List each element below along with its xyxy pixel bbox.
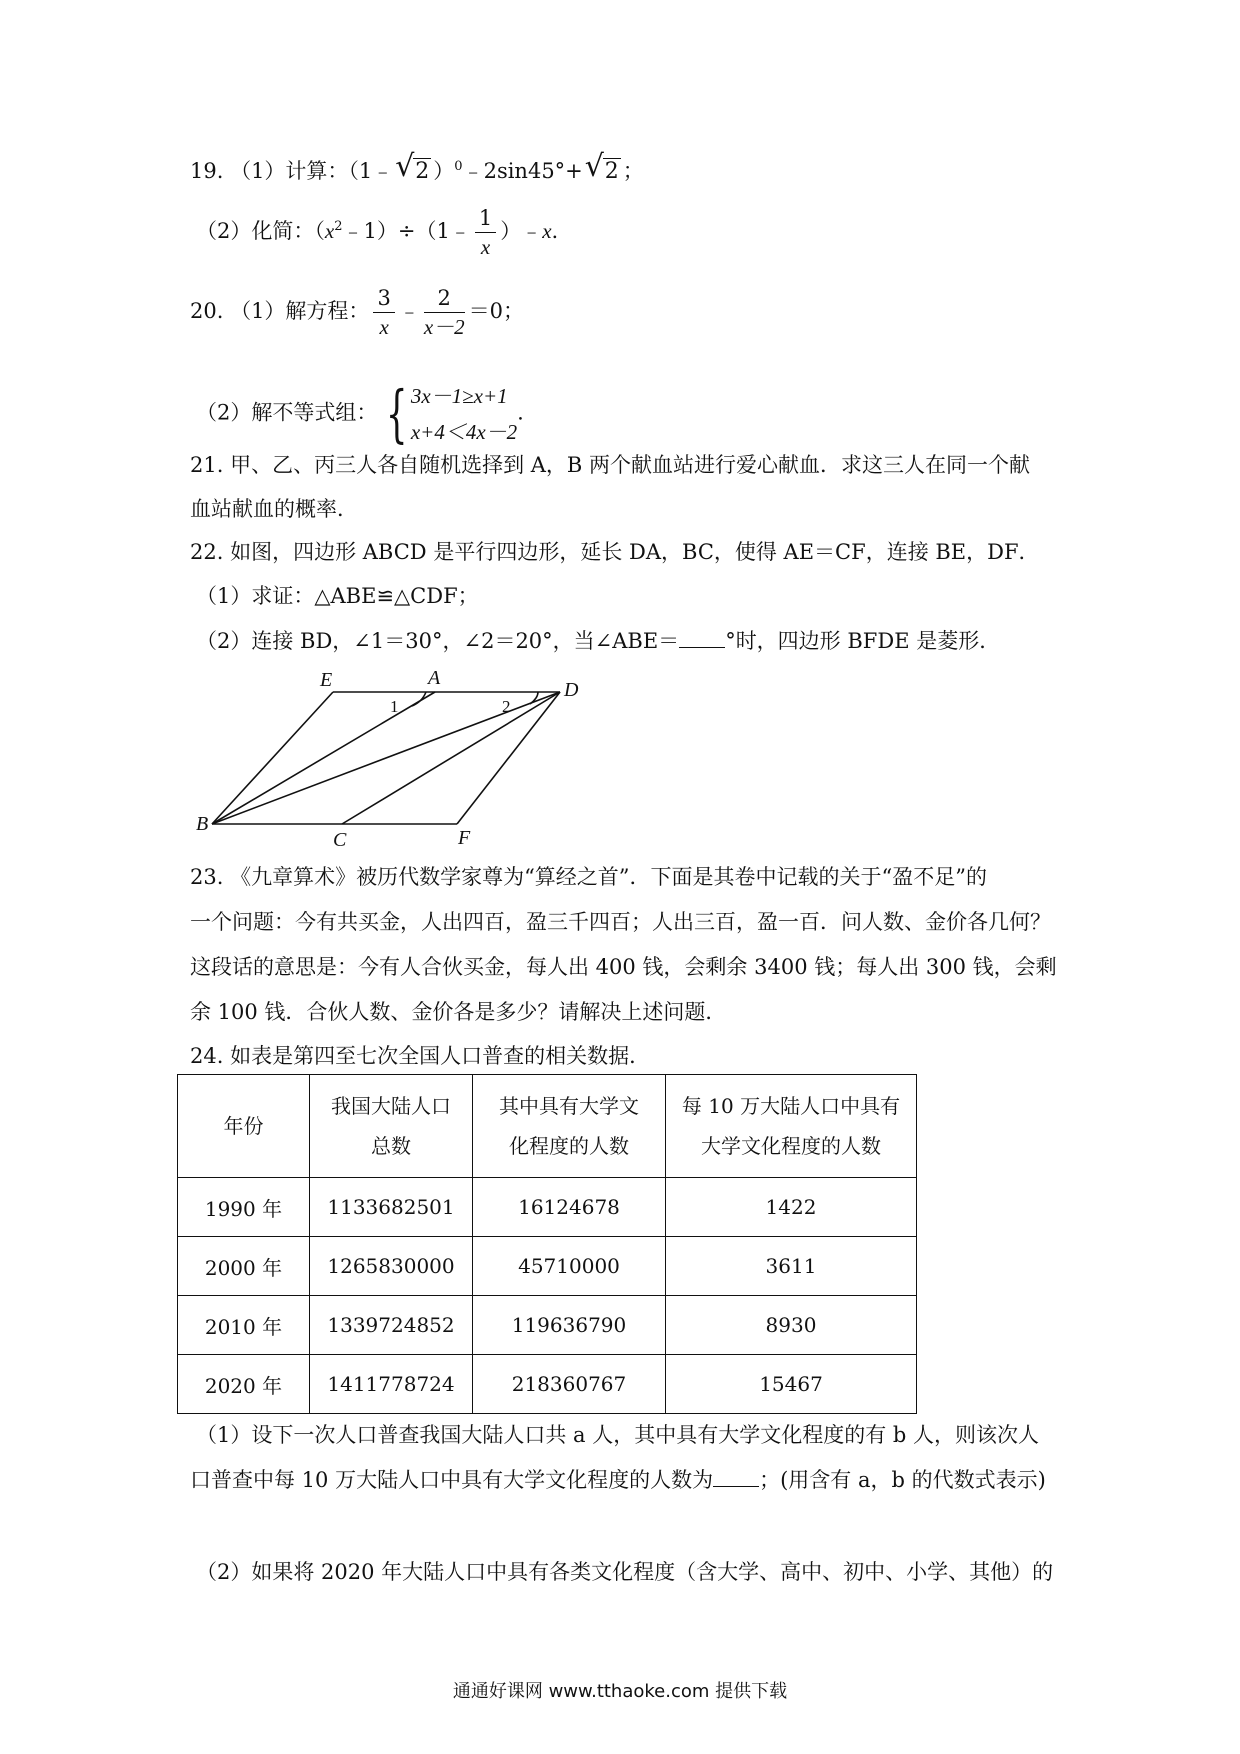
header-population: 我国大陆人口 总数: [310, 1075, 473, 1178]
table-cell: 119636790: [473, 1296, 666, 1355]
table-cell: 2010 年: [178, 1296, 310, 1355]
q24-part1-line2: 口普查中每 10 万大陆人口中具有大学文化程度的人数为 ；(用含有 a，b 的代数式表示): [190, 1468, 1046, 1492]
q22-part2: （2）连接 BD，∠1＝30°，∠2＝20°，当∠ABE＝ °时，四边形 BFDE 是菱形．: [196, 629, 1001, 653]
table-row: [178, 1296, 917, 1355]
q19-part2: （2）化简：$(x^2﹣1)\div(1﹣$ $\frac{1}{x}$ ）﹣x.: [196, 206, 559, 259]
table-cell: 1411778724: [310, 1355, 473, 1414]
label-angle-2: 2: [502, 697, 511, 716]
q19-part1: 19. （1）计算：（1﹣ √ 2 ）$^0$﹣2sin45°+ √ 2 ；: [190, 152, 644, 187]
q24-intro: 24. 如表是第四至七次全国人口普查的相关数据．: [190, 1044, 651, 1068]
parallelogram-figure: [190, 668, 610, 848]
table-cell: 2000 年: [178, 1237, 310, 1296]
label-B: B: [196, 813, 209, 835]
header-per-100k: 每 10 万大陆人口中具有 大学文化程度的人数: [666, 1075, 917, 1178]
q22-line1: 22. 如图，四边形 ABCD 是平行四边形，延长 DA，BC，使得 AE＝CF，连接 BE，DF．: [190, 540, 1040, 564]
table-cell: 1133682501: [310, 1178, 473, 1237]
sqrt-2: √ 2: [395, 149, 430, 184]
q21-line2: 血站献血的概率．: [190, 497, 358, 521]
label-angle-1: 1: [390, 697, 399, 716]
label-D: D: [564, 679, 579, 701]
footer: 通通好课网 www.tthaoke.com 提供下载: [452, 1681, 788, 1702]
line-BA: [212, 692, 435, 824]
q23-line2: 一个问题：今有共买金，人出四百，盈三千四百；人出三百，盈一百．问人数、金价各几何？: [190, 910, 1051, 934]
header-year: 年份: [178, 1075, 310, 1178]
q24-part2-line1: （2）如果将 2020 年大陆人口中具有各类文化程度（含大学、高中、初中、小学、其他）的: [196, 1560, 1054, 1584]
table-cell: 15467: [666, 1355, 917, 1414]
q24-part1-line1: （1）设下一次人口普查我国大陆人口共 a 人，其中具有大学文化程度的有 b 人，则该次人: [196, 1423, 1040, 1447]
table-cell: 1990 年: [178, 1178, 310, 1237]
answer-blank-2: [713, 1466, 759, 1487]
answer-blank: [679, 627, 725, 648]
q23-line1: 23. 《九章算术》被历代数学家尊为“算经之首”．下面是其卷中记载的关于“盈不足”的: [190, 865, 988, 889]
label-C: C: [333, 829, 347, 848]
q20-part1: 20. （1）解方程： $\frac{3}{x}$ ﹣ $\frac{2}{x-2}$ ＝0；: [190, 286, 525, 339]
sqrt-2b: √ 2: [584, 149, 619, 184]
q21-line1: 21. 甲、乙、丙三人各自随机选择到 A，B 两个献血站进行爱心献血．求这三人在同一个献: [190, 453, 1031, 477]
line-CD: [342, 692, 560, 824]
table-cell: 1265830000: [310, 1237, 473, 1296]
system-brace: {: [386, 377, 408, 450]
table-cell: 45710000: [473, 1237, 666, 1296]
table-row: [178, 1355, 917, 1414]
census-table: [177, 1074, 917, 1414]
q22-part1: （1）求证：△ABE≌△CDF；: [196, 584, 479, 608]
table-cell: 16124678: [473, 1178, 666, 1237]
label-A: A: [428, 668, 441, 689]
table-cell: 1422: [666, 1178, 917, 1237]
fraction-2-over-x-minus-2: $\frac{2}{x-2}$: [423, 286, 465, 339]
table-cell: 2020 年: [178, 1355, 310, 1414]
label-F: F: [458, 827, 471, 848]
q20-part2: （2）解不等式组： { 3x－1≥x+1 x+4＜4x－2 .: [196, 377, 524, 450]
table-row: [178, 1237, 917, 1296]
q23-line4: 余 100 钱．合伙人数、金价各是多少？请解决上述问题．: [190, 1000, 727, 1024]
q23-line3: 这段话的意思是：今有人合伙买金，每人出 400 钱，会剩余 3400 钱；每人出 300 钱，会剩: [190, 955, 1057, 979]
label-E: E: [320, 669, 333, 691]
table-row: [178, 1178, 917, 1237]
line-BE: [212, 692, 333, 824]
header-university: 其中具有大学文 化程度的人数: [473, 1075, 666, 1178]
table-cell: 218360767: [473, 1355, 666, 1414]
table-cell: 8930: [666, 1296, 917, 1355]
table-header-row: [178, 1075, 917, 1178]
table-cell: 1339724852: [310, 1296, 473, 1355]
table-cell: 3611: [666, 1237, 917, 1296]
fraction-1-over-x: $\frac{1}{x}$: [475, 204, 496, 261]
fraction-3-over-x: $\frac{3}{x}$: [373, 284, 394, 341]
inequality-system: 3x－1≥x+1 x+4＜4x－2: [410, 384, 518, 444]
